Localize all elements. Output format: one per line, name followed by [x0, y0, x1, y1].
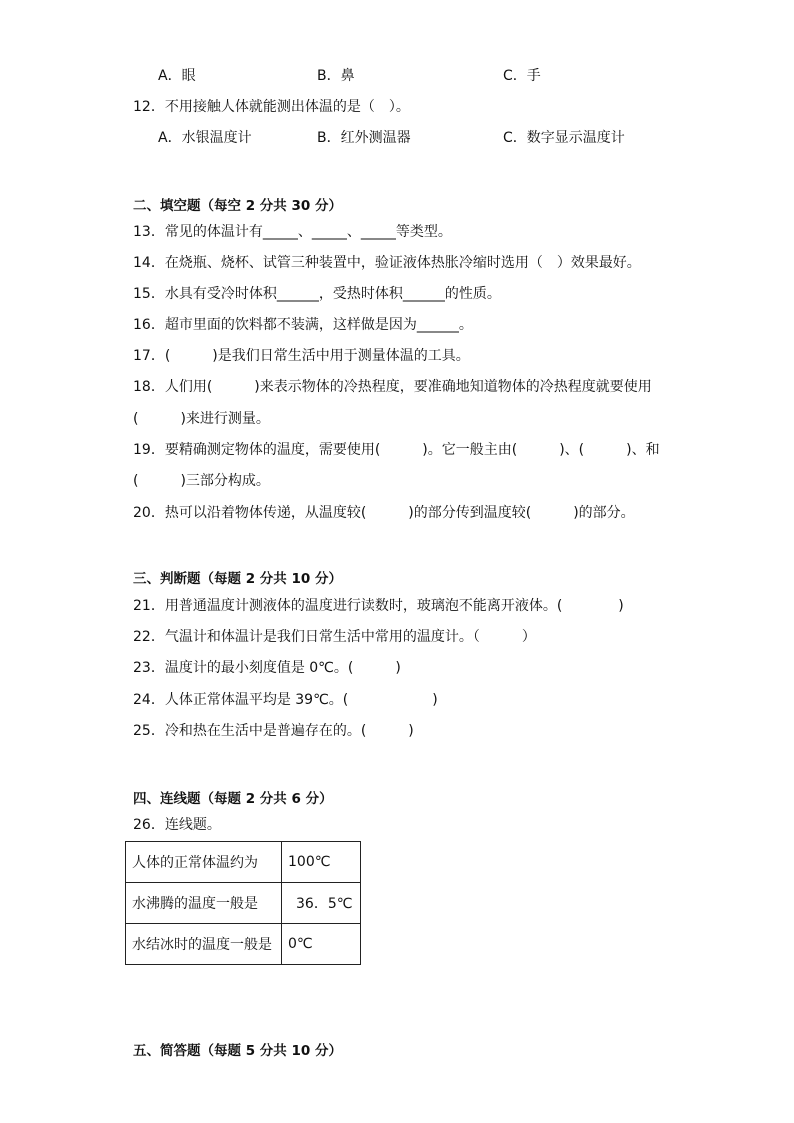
q24-text: 24．人体正常体温平均是 39℃。( ) [133, 692, 438, 708]
q18-text: 18．人们用( )来表示物体的冷热程度，要准确地知道物体的冷热程度就要使用 [133, 379, 652, 395]
q20-text: 20．热可以沿着物体传递，从温度较( )的部分传到温度较( )的部分。 [133, 505, 635, 521]
matching-right-cell: 36．5℃ [282, 883, 361, 924]
matching-left-cell: 水沸腾的温度一般是 [126, 883, 282, 924]
q12-text: 12．不用接触人体就能测出体温的是（ ）。 [133, 99, 410, 115]
q14-text: 14．在烧瓶、烧杯、试管三种装置中，验证液体热胀冷缩时选用（ ）效果最好。 [133, 255, 641, 271]
q12-option-a: A．水银温度计 [158, 130, 252, 146]
section-heading-matching: 四、连线题（每题 2 分共 6 分） [133, 791, 333, 807]
q16-text: 16．超市里面的饮料都不装满，这样做是因为______。 [133, 317, 473, 333]
q17-text: 17．( )是我们日常生活中用于测量体温的工具。 [133, 348, 470, 364]
section-heading-fill-in: 二、填空题（每空 2 分共 30 分） [133, 198, 342, 214]
matching-left-cell: 水结冰时的温度一般是 [126, 924, 282, 965]
q11-option-c: C．手 [503, 68, 541, 84]
q25-text: 25．冷和热在生活中是普遍存在的。( ) [133, 723, 414, 739]
q12-option-c: C．数字显示温度计 [503, 130, 625, 146]
q11-option-a: A．眼 [158, 68, 196, 84]
q11-option-b: B．鼻 [317, 68, 355, 84]
table-row [126, 842, 361, 883]
q23-text: 23．温度计的最小刻度值是 0℃。( ) [133, 660, 401, 676]
q22-text: 22．气温计和体温计是我们日常生活中常用的温度计。（ ） [133, 629, 536, 645]
q18-text-cont: ( )来进行测量。 [133, 411, 270, 427]
table-row [126, 924, 361, 965]
matching-right-cell: 100℃ [282, 842, 361, 883]
q15-text: 15．水具有受冷时体积______，受热时体积______的性质。 [133, 286, 501, 302]
q12-option-b: B．红外测温器 [317, 130, 411, 146]
q13-text: 13．常见的体温计有_____、_____、_____等类型。 [133, 224, 452, 240]
q19-text: 19．要精确测定物体的温度，需要使用( )。它一般主由( )、( )、和 [133, 442, 660, 458]
section-heading-true-false: 三、判断题（每题 2 分共 10 分） [133, 571, 342, 587]
q19-text-cont: ( )三部分构成。 [133, 473, 270, 489]
section-heading-short-answer: 五、简答题（每题 5 分共 10 分） [133, 1043, 342, 1059]
matching-table [125, 841, 361, 965]
q21-text: 21．用普通温度计测液体的温度进行读数时，玻璃泡不能离开液体。( ) [133, 598, 624, 614]
q26-text: 26．连线题。 [133, 817, 221, 833]
table-row [126, 883, 361, 924]
matching-left-cell: 人体的正常体温约为 [126, 842, 282, 883]
matching-right-cell: 0℃ [282, 924, 361, 965]
